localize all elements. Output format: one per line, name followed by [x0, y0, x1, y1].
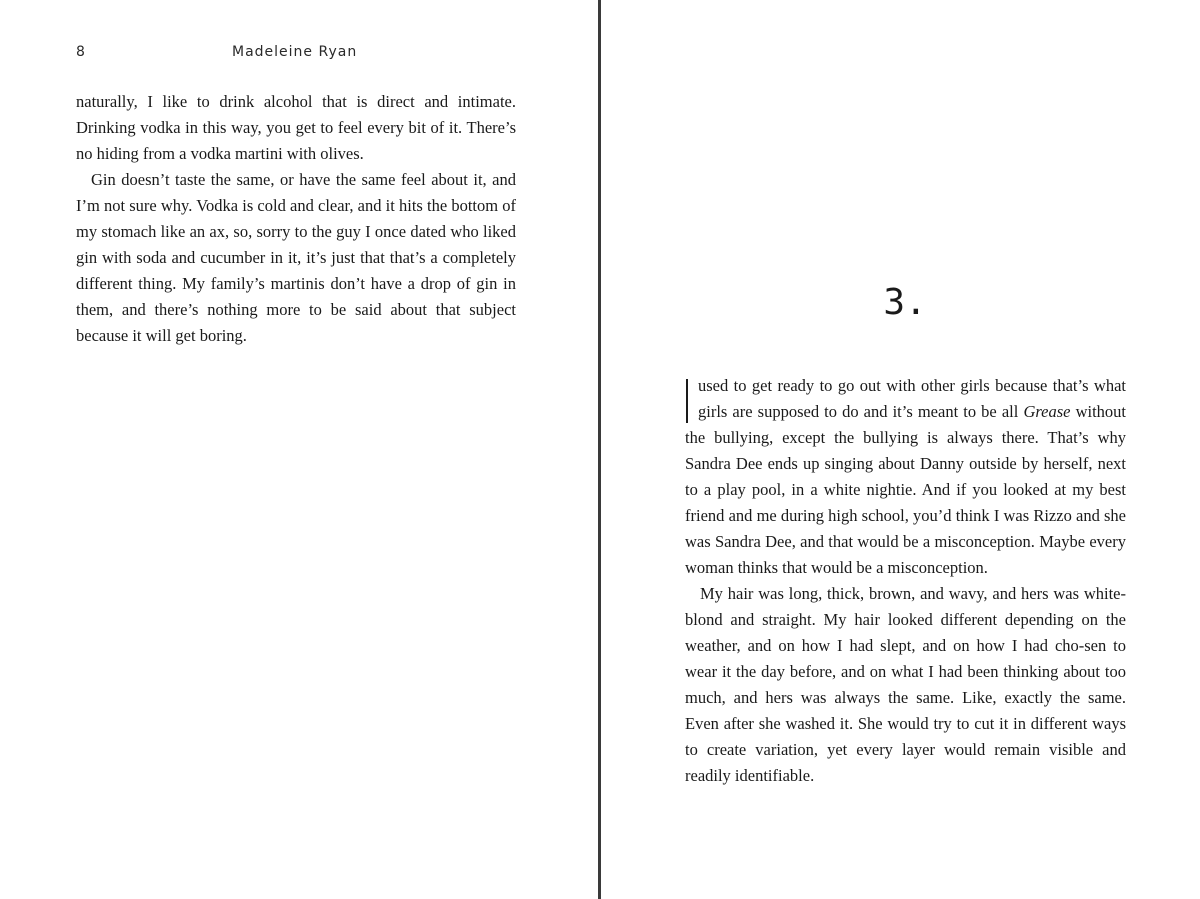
paragraph: My hair was long, thick, brown, and wavy, and hers was white-blond and straight. My hair looked different depending on the weather, and on how I had slept, and on how I had cho-sen to wear it the day before, and on what I had been thinking about too much, and hers was always the same. Like, exactly the same. Even after she washed it. She would try to cut it in different ways to create variation, yet every layer would remain visible and readily identifiable.	[685, 584, 1126, 785]
page-number: 8	[76, 44, 86, 60]
drop-cap-i	[686, 379, 688, 423]
opening-text-continued: without the bullying, except the bullying is always there. That’s why Sandra Dee ends up singing about Danny outside by herself, next to a play pool, in a white nightie. And if you looked at my best friend and me during high school, you’d think I was Rizzo and she was Sandra Dee, and that would be a misconception. Maybe every woman thinks that would be a misconception.	[685, 402, 1126, 577]
page-header	[76, 44, 516, 66]
paragraph: Gin doesn’t taste the same, or have the same feel about it, and I’m not sure why. Vodka is cold and clear, and it hits the bottom of my stomach like an ax, so, sorry to the guy I once dated who liked gin with soda and cucumber in it, it’s just that that’s a completely different thing. My family’s martinis don’t have a drop of gin in them, and there’s nothing more to be said about that subject because it will get boring.	[76, 170, 516, 345]
paragraph: naturally, I like to drink alcohol that is direct and intimate. Drinking vodka in this way, you get to feel every bit of it. There’s no hiding from a vodka martini with olives.	[76, 92, 516, 163]
right-page-text	[685, 373, 1126, 789]
right-page	[602, 0, 1200, 899]
italic-title-grease: Grease	[1023, 402, 1071, 421]
left-page	[0, 0, 598, 899]
running-head-author: Madeleine Ryan	[232, 44, 358, 60]
opening-text: used to get ready to go out with other girls because that’s what girls are supposed to do and it’s meant to be all	[698, 376, 1126, 421]
book-spine-divider	[598, 0, 601, 899]
left-page-text	[76, 89, 516, 349]
opening-paragraph	[685, 373, 1126, 581]
chapter-number: 3.	[883, 282, 927, 323]
